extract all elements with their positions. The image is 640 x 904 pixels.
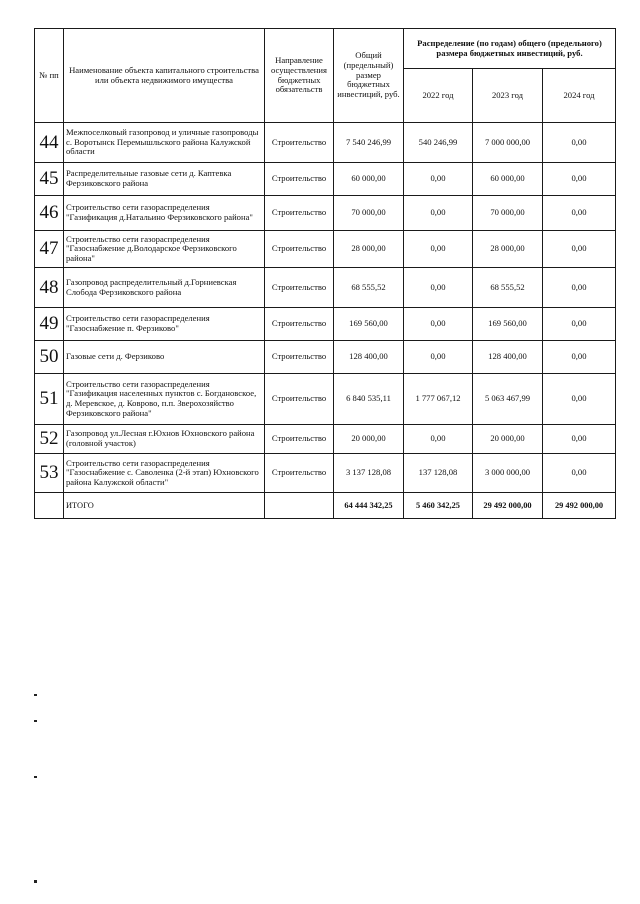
row-number: 44 <box>35 123 64 163</box>
grand-total-2024: 29 492 000,00 <box>543 493 616 519</box>
amount-2024: 0,00 <box>543 308 616 341</box>
direction: Строительство <box>265 123 334 163</box>
row-number: 47 <box>35 231 64 268</box>
amount-2024: 0,00 <box>543 268 616 308</box>
object-name: Строительство сети газораспределения "Газоснабжение с. Саволенка (2-й этап) Юхновского района Калужской области" <box>64 454 265 493</box>
direction: Строительство <box>265 163 334 196</box>
table-row <box>35 196 616 231</box>
direction: Строительство <box>265 268 334 308</box>
direction: Строительство <box>265 425 334 454</box>
object-name: Газовые сети д. Ферзиково <box>64 341 265 374</box>
direction: Строительство <box>265 374 334 425</box>
scan-speck <box>34 776 37 778</box>
amount-2024: 0,00 <box>543 341 616 374</box>
total-amount: 70 000,00 <box>334 196 404 231</box>
amount-2024: 0,00 <box>543 163 616 196</box>
amount-2023: 5 063 467,99 <box>473 374 543 425</box>
amount-2024: 0,00 <box>543 374 616 425</box>
table-row <box>35 268 616 308</box>
direction: Строительство <box>265 308 334 341</box>
amount-2024: 0,00 <box>543 123 616 163</box>
total-amount: 7 540 246,99 <box>334 123 404 163</box>
direction: Строительство <box>265 196 334 231</box>
total-amount: 3 137 128,08 <box>334 454 404 493</box>
budget-investment-table <box>34 28 616 519</box>
amount-2023: 68 555,52 <box>473 268 543 308</box>
total-label: ИТОГО <box>64 493 265 519</box>
total-row <box>35 493 616 519</box>
amount-2024: 0,00 <box>543 231 616 268</box>
amount-2023: 28 000,00 <box>473 231 543 268</box>
total-amount: 28 000,00 <box>334 231 404 268</box>
amount-2022: 540 246,99 <box>404 123 473 163</box>
scan-speck <box>34 720 37 722</box>
amount-2023: 20 000,00 <box>473 425 543 454</box>
total-amount: 128 400,00 <box>334 341 404 374</box>
direction: Строительство <box>265 454 334 493</box>
total-amount: 169 560,00 <box>334 308 404 341</box>
col-header-2024: 2024 год <box>543 69 616 123</box>
col-header-2023: 2023 год <box>473 69 543 123</box>
amount-2022: 1 777 067,12 <box>404 374 473 425</box>
amount-2022: 0,00 <box>404 268 473 308</box>
amount-2023: 169 560,00 <box>473 308 543 341</box>
object-name: Строительство сети газораспределения "Газоснабжение п. Ферзиково" <box>64 308 265 341</box>
table-row <box>35 425 616 454</box>
grand-total-2023: 29 492 000,00 <box>473 493 543 519</box>
amount-2023: 128 400,00 <box>473 341 543 374</box>
amount-2022: 0,00 <box>404 341 473 374</box>
row-number: 48 <box>35 268 64 308</box>
object-name: Межпоселковый газопровод и уличные газопроводы с. Воротынск Перемышльского района Калужской области <box>64 123 265 163</box>
amount-2022: 0,00 <box>404 231 473 268</box>
object-name: Строительство сети газораспределения "Газификация населенных пунктов с. Богдановское, д. Меревское, д. Коврово, п.п. Зверохозяйство Ферзиковского района" <box>64 374 265 425</box>
amount-2022: 137 128,08 <box>404 454 473 493</box>
amount-2023: 7 000 000,00 <box>473 123 543 163</box>
row-number: 49 <box>35 308 64 341</box>
amount-2022: 0,00 <box>404 196 473 231</box>
scan-speck <box>34 880 37 883</box>
amount-2022: 0,00 <box>404 308 473 341</box>
row-number: 53 <box>35 454 64 493</box>
total-amount: 20 000,00 <box>334 425 404 454</box>
total-direction-cell <box>265 493 334 519</box>
row-number: 46 <box>35 196 64 231</box>
table-row <box>35 231 616 268</box>
scan-speck <box>34 694 37 696</box>
grand-total-2022: 5 460 342,25 <box>404 493 473 519</box>
table-row <box>35 163 616 196</box>
col-header-distribution: Распределение (по годам) общего (предельного) размера бюджетных инвестиций, руб. <box>404 29 616 69</box>
col-header-2022: 2022 год <box>404 69 473 123</box>
row-number: 50 <box>35 341 64 374</box>
total-num-cell <box>35 493 64 519</box>
direction: Строительство <box>265 341 334 374</box>
col-header-total: Общий (предельный) размер бюджетных инвестиций, руб. <box>334 29 404 123</box>
grand-total-amount: 64 444 342,25 <box>334 493 404 519</box>
amount-2023: 60 000,00 <box>473 163 543 196</box>
row-number: 51 <box>35 374 64 425</box>
amount-2023: 70 000,00 <box>473 196 543 231</box>
table-row <box>35 308 616 341</box>
table-row <box>35 374 616 425</box>
total-amount: 68 555,52 <box>334 268 404 308</box>
direction: Строительство <box>265 231 334 268</box>
row-number: 45 <box>35 163 64 196</box>
col-header-num: № пп <box>35 29 64 123</box>
object-name: Распределительные газовые сети д. Каптевка Ферзиковского района <box>64 163 265 196</box>
amount-2024: 0,00 <box>543 425 616 454</box>
row-number: 52 <box>35 425 64 454</box>
table-row <box>35 123 616 163</box>
table-row <box>35 341 616 374</box>
object-name: Газопровод распределительный д.Горниевская Слобода Ферзиковского района <box>64 268 265 308</box>
amount-2024: 0,00 <box>543 196 616 231</box>
total-amount: 60 000,00 <box>334 163 404 196</box>
table-row <box>35 454 616 493</box>
object-name: Газопровод ул.Лесная г.Юхнов Юхновского района (головной участок) <box>64 425 265 454</box>
object-name: Строительство сети газораспределения "Газификация д.Натальино Ферзиковского района" <box>64 196 265 231</box>
total-amount: 6 840 535,11 <box>334 374 404 425</box>
amount-2022: 0,00 <box>404 425 473 454</box>
amount-2022: 0,00 <box>404 163 473 196</box>
col-header-direction: Направление осуществления бюджетных обязательств <box>265 29 334 123</box>
col-header-name: Наименование объекта капитального строительства или объекта недвижимого имущества <box>64 29 265 123</box>
object-name: Строительство сети газораспределения "Газоснабжение д.Володарское Ферзиковского района" <box>64 231 265 268</box>
amount-2024: 0,00 <box>543 454 616 493</box>
amount-2023: 3 000 000,00 <box>473 454 543 493</box>
